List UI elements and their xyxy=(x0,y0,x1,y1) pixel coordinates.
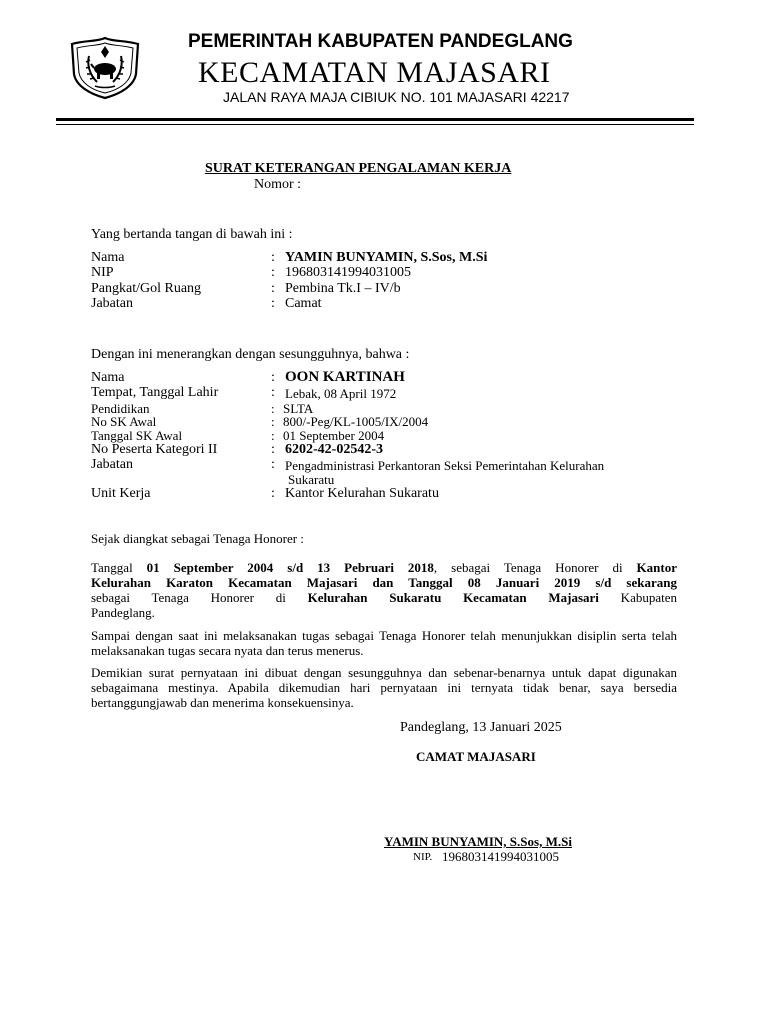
signer-name-label: Nama xyxy=(91,250,125,265)
since-label: Sejak diangkat sebagai Tenaga Honorer : xyxy=(91,531,304,546)
subject-participant-value: 6202-42-02542-3 xyxy=(285,442,383,457)
subject-sk-number-colon: : xyxy=(271,414,275,429)
header-rule-thick xyxy=(56,118,694,121)
subject-sk-date-colon: : xyxy=(271,428,275,443)
signer-rank-label: Pangkat/Gol Ruang xyxy=(91,281,202,296)
letter-title: SURAT KETERANGAN PENGALAMAN KERJA xyxy=(205,161,512,176)
subject-sk-number-value: 800/-Peg/KL-1005/IX/2004 xyxy=(283,414,429,429)
history-line-2: Kelurahan Karaton Kecamatan Majasari dan Tanggal 08 Januari 2019 s/d sekarang xyxy=(91,575,677,590)
subject-position-label: Jabatan xyxy=(91,457,133,472)
pandeglang-emblem-icon xyxy=(64,36,146,100)
signer-position-value: Camat xyxy=(285,296,322,311)
signer-rank-value: Pembina Tk.I – IV/b xyxy=(285,281,401,296)
subject-sk-date-value: 01 September 2004 xyxy=(283,428,385,443)
signer-nip-prefix: NIP. xyxy=(413,851,433,863)
subject-name-colon: : xyxy=(271,370,275,385)
signer-position-label: Jabatan xyxy=(91,296,133,311)
subject-position-value: Pengadministrasi Perkantoran Seksi Pemerintahan Kelurahan xyxy=(285,458,605,473)
signer-nip-label: NIP xyxy=(91,265,114,280)
subject-unit-label: Unit Kerja xyxy=(91,486,151,501)
signer-position-colon: : xyxy=(271,296,275,311)
subject-participant-label: No Peserta Kategori II xyxy=(91,442,218,457)
subject-name-label: Nama xyxy=(91,370,125,385)
subject-education-label: Pendidikan xyxy=(91,401,150,416)
subject-position-value-line2: Sukaratu xyxy=(288,472,335,487)
subject-name-value: OON KARTINAH xyxy=(285,369,405,385)
duty-paragraph: Sampai dengan saat ini melaksanakan tugas sebagai Tenaga Honorer telah menunjukkan disiplin serta telah melaksanakan tugas secara nyata dan terus menerus. xyxy=(91,628,677,658)
subject-birth-value: Lebak, 08 April 1972 xyxy=(285,386,397,401)
subject-position-colon: : xyxy=(271,457,275,472)
place-date: Pandeglang, 13 Januari 2025 xyxy=(400,720,562,735)
letter-number-label: Nomor : xyxy=(254,177,302,192)
closing-paragraph: Demikian surat pernyataan ini dibuat dengan sesungguhnya dan sebenar-benarnya untuk dapat digunakan sebagaimana mestinya. Apabila dikemudian hari pernyataan ini ternyata tidak benar, saya bersedia bertanggungjawab dan menerima konsekuensinya. xyxy=(91,665,677,710)
subject-education-value: SLTA xyxy=(283,401,314,416)
history-line-3: sebagai Tenaga Honorer di Kelurahan Sukaratu Kecamatan Majasari Kabupaten xyxy=(91,590,677,605)
signer-name-colon: : xyxy=(271,250,275,265)
statement-text: Dengan ini menerangkan dengan sesungguhnya, bahwa : xyxy=(91,347,410,362)
intro-text: Yang bertanda tangan di bawah ini : xyxy=(91,227,293,242)
signer-name-value: YAMIN BUNYAMIN, S.Sos, M.Si xyxy=(285,250,488,265)
subject-education-colon: : xyxy=(271,401,275,416)
office-address: JALAN RAYA MAJA CIBIUK NO. 101 MAJASARI 42217 xyxy=(223,89,570,105)
district-name: KECAMATAN MAJASARI xyxy=(198,56,551,89)
signer-nip-value: 196803141994031005 xyxy=(285,265,411,280)
subject-unit-value: Kantor Kelurahan Sukaratu xyxy=(285,486,439,501)
history-line-4: Pandeglang. xyxy=(91,605,155,620)
subject-birth-colon: : xyxy=(271,385,275,400)
subject-participant-colon: : xyxy=(271,442,275,457)
government-name: PEMERINTAH KABUPATEN PANDEGLANG xyxy=(188,31,573,52)
signer-position-title: CAMAT MAJASARI xyxy=(416,749,536,764)
subject-unit-colon: : xyxy=(271,486,275,501)
signer-nip-number: 196803141994031005 xyxy=(442,849,559,864)
signer-full-name: YAMIN BUNYAMIN, S.Sos, M.Si xyxy=(384,834,572,849)
subject-sk-date-label: Tanggal SK Awal xyxy=(91,428,183,443)
header-rule-thin xyxy=(56,124,694,125)
signer-rank-colon: : xyxy=(271,281,275,296)
subject-birth-label: Tempat, Tanggal Lahir xyxy=(91,385,219,400)
signer-nip-colon: : xyxy=(271,265,275,280)
subject-sk-number-label: No SK Awal xyxy=(91,414,157,429)
history-paragraph xyxy=(91,560,677,620)
history-line-1: Tanggal 01 September 2004 s/d 13 Pebruari 2018, sebagai Tenaga Honorer di Kantor xyxy=(91,560,677,575)
